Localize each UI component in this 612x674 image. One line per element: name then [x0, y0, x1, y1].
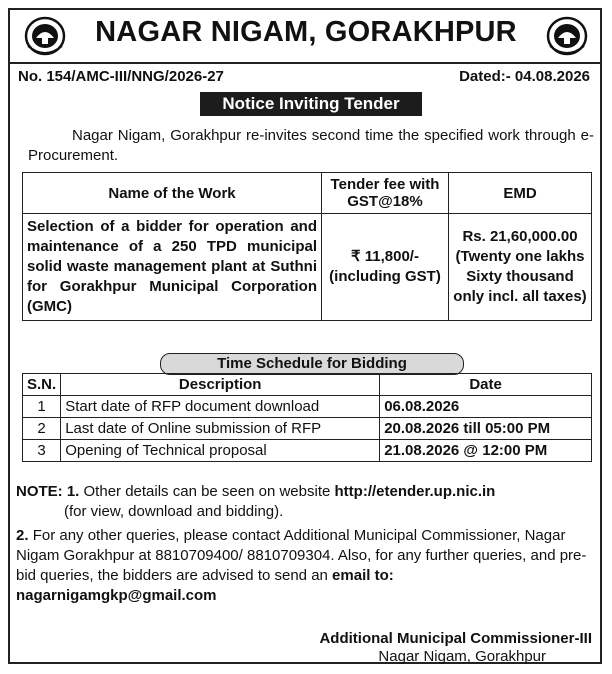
reference-line: [10, 62, 600, 88]
row-sn: 2: [23, 418, 61, 440]
row-sn: 1: [23, 396, 61, 418]
header-date: Date: [380, 374, 592, 396]
header-emd: EMD: [449, 173, 592, 214]
notice-frame: [8, 8, 602, 664]
emd-value: Rs. 21,60,000.00 (Twenty one lakhs Sixty thousand only incl. all taxes): [449, 214, 592, 321]
note-1-text: Other details can be seen on website: [83, 483, 331, 500]
row-description: Last date of Online submission of RFP: [61, 418, 380, 440]
notice-title-banner: Notice Inviting Tender: [200, 92, 422, 116]
note-2-number: 2.: [16, 527, 29, 544]
row-date: 20.08.2026 till 05:00 PM: [380, 418, 592, 440]
row-sn: 3: [23, 440, 61, 462]
work-table-header: [23, 173, 592, 214]
schedule-table: [22, 373, 592, 462]
email-label: email to:: [332, 567, 394, 584]
schedule-header: [23, 374, 592, 396]
emblem-logo-left: [24, 16, 66, 56]
schedule-title: Time Schedule for Bidding: [160, 353, 464, 375]
note-2: [16, 526, 596, 606]
note-2-text: For any other queries, please contact Additional Municipal Commissioner, Nagar Nigam Gorakhpur at 8810709400/ 8810709304. Also, for any further queries, and pre-bid queries, the bidders are advised to send an: [16, 527, 587, 584]
note-1: [16, 482, 596, 522]
row-description: Opening of Technical proposal: [61, 440, 380, 462]
row-date: 06.08.2026: [380, 396, 592, 418]
note-1-tail: (for view, download and bidding).: [64, 503, 284, 520]
note-label: NOTE: 1.: [16, 483, 80, 500]
table-row: [23, 396, 592, 418]
emblem-logo-right: [546, 16, 588, 56]
header-sn: S.N.: [23, 374, 61, 396]
work-table: [22, 172, 592, 321]
website-link[interactable]: http://etender.up.nic.in: [334, 483, 496, 500]
signatory-title: Additional Municipal Commissioner-III: [319, 630, 592, 647]
table-row: [23, 440, 592, 462]
page-title: NAGAR NIGAM, GORAKHPUR: [95, 16, 517, 48]
signoff: [10, 630, 592, 666]
notice-header: [10, 10, 600, 60]
row-description: Start date of RFP document download: [61, 396, 380, 418]
header-tender-fee: Tender fee with GST@18%: [322, 173, 449, 214]
notice-date: Dated:- 04.08.2026: [459, 68, 590, 85]
email-link[interactable]: nagarnigamgkp@gmail.com: [16, 587, 217, 604]
intro-paragraph: Nagar Nigam, Gorakhpur re-invites second time the specified work through e-Procurement.: [28, 127, 594, 164]
table-row: [23, 418, 592, 440]
signatory-office: Nagar Nigam, Gorakhpur: [378, 648, 546, 665]
header-description: Description: [61, 374, 380, 396]
tender-fee-value: ₹ 11,800/- (including GST): [322, 214, 449, 321]
work-description: Selection of a bidder for operation and maintenance of a 250 TPD municipal solid waste management plant at Suthni for Gorakhpur Municipal Corporation (GMC): [23, 214, 322, 321]
header-name-of-work: Name of the Work: [23, 173, 322, 214]
work-table-row: [23, 214, 592, 321]
row-date: 21.08.2026 @ 12:00 PM: [380, 440, 592, 462]
reference-number: No. 154/AMC-III/NNG/2026-27: [18, 68, 224, 85]
